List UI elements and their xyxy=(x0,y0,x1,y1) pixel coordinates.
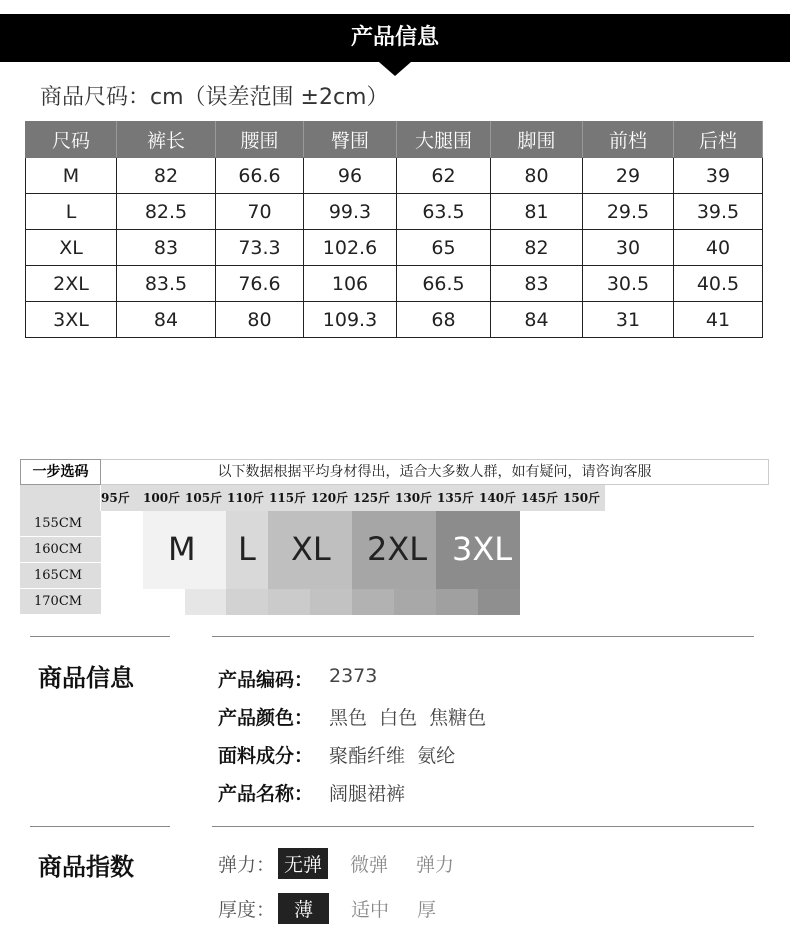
elasticity-option[interactable]: 无弹 xyxy=(278,848,328,879)
step-tone-8 xyxy=(436,589,478,615)
info-row-color xyxy=(218,703,486,730)
step-tone-5 xyxy=(310,589,352,615)
size-grid xyxy=(101,511,521,615)
size-cell: 2XL xyxy=(26,266,117,302)
header-cell: 脚围 xyxy=(491,122,583,158)
elasticity-row xyxy=(218,848,476,879)
height-labels xyxy=(20,511,101,615)
measurement-cell: 109.3 xyxy=(304,302,397,338)
step-tone-4 xyxy=(268,589,310,615)
weight-label: 110斤 xyxy=(227,491,265,505)
thickness-row xyxy=(218,893,458,924)
measurement-cell: 30.5 xyxy=(583,266,674,302)
measurement-cell: 83 xyxy=(117,230,216,266)
measurement-cell: 82.5 xyxy=(117,194,216,230)
measurement-cell: 31 xyxy=(583,302,674,338)
measurement-cell: 40 xyxy=(674,230,763,266)
weight-label: 120斤 xyxy=(311,491,349,505)
measurement-cell: 70 xyxy=(216,194,304,230)
step-tone-3 xyxy=(226,589,268,615)
header-cell: 腰围 xyxy=(216,122,304,158)
weight-label: 105斤 xyxy=(185,491,223,505)
measurement-cell: 66.5 xyxy=(397,266,491,302)
info-key: 产品编码： xyxy=(218,669,314,691)
size-table-row xyxy=(26,158,763,194)
size-cell: 3XL xyxy=(26,302,117,338)
weight-label: 135斤 xyxy=(437,491,475,505)
measurement-cell: 83 xyxy=(491,266,583,302)
measurement-cell: 39 xyxy=(674,158,763,194)
weight-blank xyxy=(20,485,101,511)
info-key: 产品名称： xyxy=(218,783,314,805)
size-table-header-row xyxy=(26,122,763,158)
size-table-row xyxy=(26,266,763,302)
step-notice: 以下数据根据平均身材得出，适合大多数人群，如有疑问，请咨询客服 xyxy=(101,459,769,485)
info-value: 黑色 白色 焦糖色 xyxy=(329,707,487,729)
elasticity-option[interactable]: 微弹 xyxy=(350,854,389,876)
step-tone-7 xyxy=(394,589,436,615)
measurement-cell: 29.5 xyxy=(583,194,674,230)
info-row-material xyxy=(218,741,455,768)
height-label: 170CM xyxy=(20,589,101,615)
thickness-option[interactable]: 厚 xyxy=(417,899,437,921)
measurement-cell: 96 xyxy=(304,158,397,194)
step-white-3 xyxy=(520,511,521,615)
header-cell: 尺码 xyxy=(26,122,117,158)
weight-label: 125斤 xyxy=(353,491,391,505)
measurement-cell: 99.3 xyxy=(304,194,397,230)
info-row-name xyxy=(218,779,405,806)
measurement-cell: 30 xyxy=(583,230,674,266)
measurement-cell: 84 xyxy=(117,302,216,338)
info-row-code xyxy=(218,665,377,692)
measurement-cell: 76.6 xyxy=(216,266,304,302)
product-index-title: 商品指数 xyxy=(38,853,134,881)
banner-title: 产品信息 xyxy=(350,25,439,50)
measurement-cell: 41 xyxy=(674,302,763,338)
measurement-cell: 80 xyxy=(216,302,304,338)
size-table-row xyxy=(26,302,763,338)
header-banner xyxy=(0,14,790,62)
info-key: 产品颜色： xyxy=(218,707,314,729)
step-tone-1 xyxy=(185,589,226,615)
step-tone-6 xyxy=(352,589,394,615)
height-label: 160CM xyxy=(20,537,101,563)
size-label-l: L xyxy=(238,530,256,568)
measurement-cell: 80 xyxy=(491,158,583,194)
measurement-cell: 82 xyxy=(117,158,216,194)
size-label-m: M xyxy=(168,530,196,568)
measurement-cell: 66.6 xyxy=(216,158,304,194)
divider-right-2 xyxy=(212,826,754,827)
height-label: 155CM xyxy=(20,511,101,537)
size-label-2xl: 2XL xyxy=(367,530,428,568)
step-white-2 xyxy=(143,589,185,615)
header-cell: 前档 xyxy=(583,122,674,158)
measurement-cell: 84 xyxy=(491,302,583,338)
elasticity-option[interactable]: 弹力 xyxy=(416,854,455,876)
header-cell: 后档 xyxy=(674,122,763,158)
size-label-xl: XL xyxy=(291,530,331,568)
measurement-cell: 68 xyxy=(397,302,491,338)
header-cell: 大腿围 xyxy=(397,122,491,158)
size-cell: XL xyxy=(26,230,117,266)
banner-notch xyxy=(379,62,411,76)
divider-left-1 xyxy=(30,636,170,637)
step-tone-2 xyxy=(101,537,143,615)
product-info-title: 商品信息 xyxy=(38,664,134,692)
size-note: 商品尺码：cm（误差范围 ±2cm） xyxy=(40,85,389,110)
measurement-cell: 39.5 xyxy=(674,194,763,230)
measurement-cell: 63.5 xyxy=(397,194,491,230)
measurement-cell: 82 xyxy=(491,230,583,266)
header-cell: 裤长 xyxy=(117,122,216,158)
header-cell: 臀围 xyxy=(304,122,397,158)
measurement-cell: 81 xyxy=(491,194,583,230)
weight-label: 95斤 xyxy=(101,491,130,505)
info-value: 聚酯纤维 氨纶 xyxy=(329,745,456,767)
info-value: 阔腿裙裤 xyxy=(329,783,406,805)
weight-label: 145斤 xyxy=(521,491,559,505)
height-label: 165CM xyxy=(20,563,101,589)
divider-left-2 xyxy=(30,826,170,827)
weight-label: 140斤 xyxy=(479,491,517,505)
measurement-cell: 62 xyxy=(397,158,491,194)
weight-labels xyxy=(101,485,605,511)
measurement-cell: 29 xyxy=(583,158,674,194)
weight-label: 130斤 xyxy=(395,491,433,505)
thickness-option[interactable]: 薄 xyxy=(278,893,329,924)
size-table xyxy=(25,121,763,338)
divider-right-1 xyxy=(212,636,754,637)
size-cell: L xyxy=(26,194,117,230)
step-tone-9 xyxy=(478,589,520,615)
elasticity-label: 弹力： xyxy=(218,854,276,876)
size-label-3xl: 3XL xyxy=(452,530,513,568)
step-corner-label: 一步选码 xyxy=(20,459,101,485)
step-white-1 xyxy=(101,511,143,537)
measurement-cell: 102.6 xyxy=(304,230,397,266)
measurement-cell: 73.3 xyxy=(216,230,304,266)
measurement-cell: 65 xyxy=(397,230,491,266)
weight-label: 100斤 xyxy=(143,491,181,505)
size-cell: M xyxy=(26,158,117,194)
measurement-cell: 106 xyxy=(304,266,397,302)
weight-label: 150斤 xyxy=(563,491,601,505)
size-table-row xyxy=(26,194,763,230)
thickness-option[interactable]: 适中 xyxy=(351,899,390,921)
size-table-row xyxy=(26,230,763,266)
weight-label: 115斤 xyxy=(269,491,307,505)
thickness-label: 厚度： xyxy=(218,899,276,921)
info-value: 2373 xyxy=(329,665,378,687)
info-key: 面料成分： xyxy=(218,745,314,767)
measurement-cell: 40.5 xyxy=(674,266,763,302)
measurement-cell: 83.5 xyxy=(117,266,216,302)
